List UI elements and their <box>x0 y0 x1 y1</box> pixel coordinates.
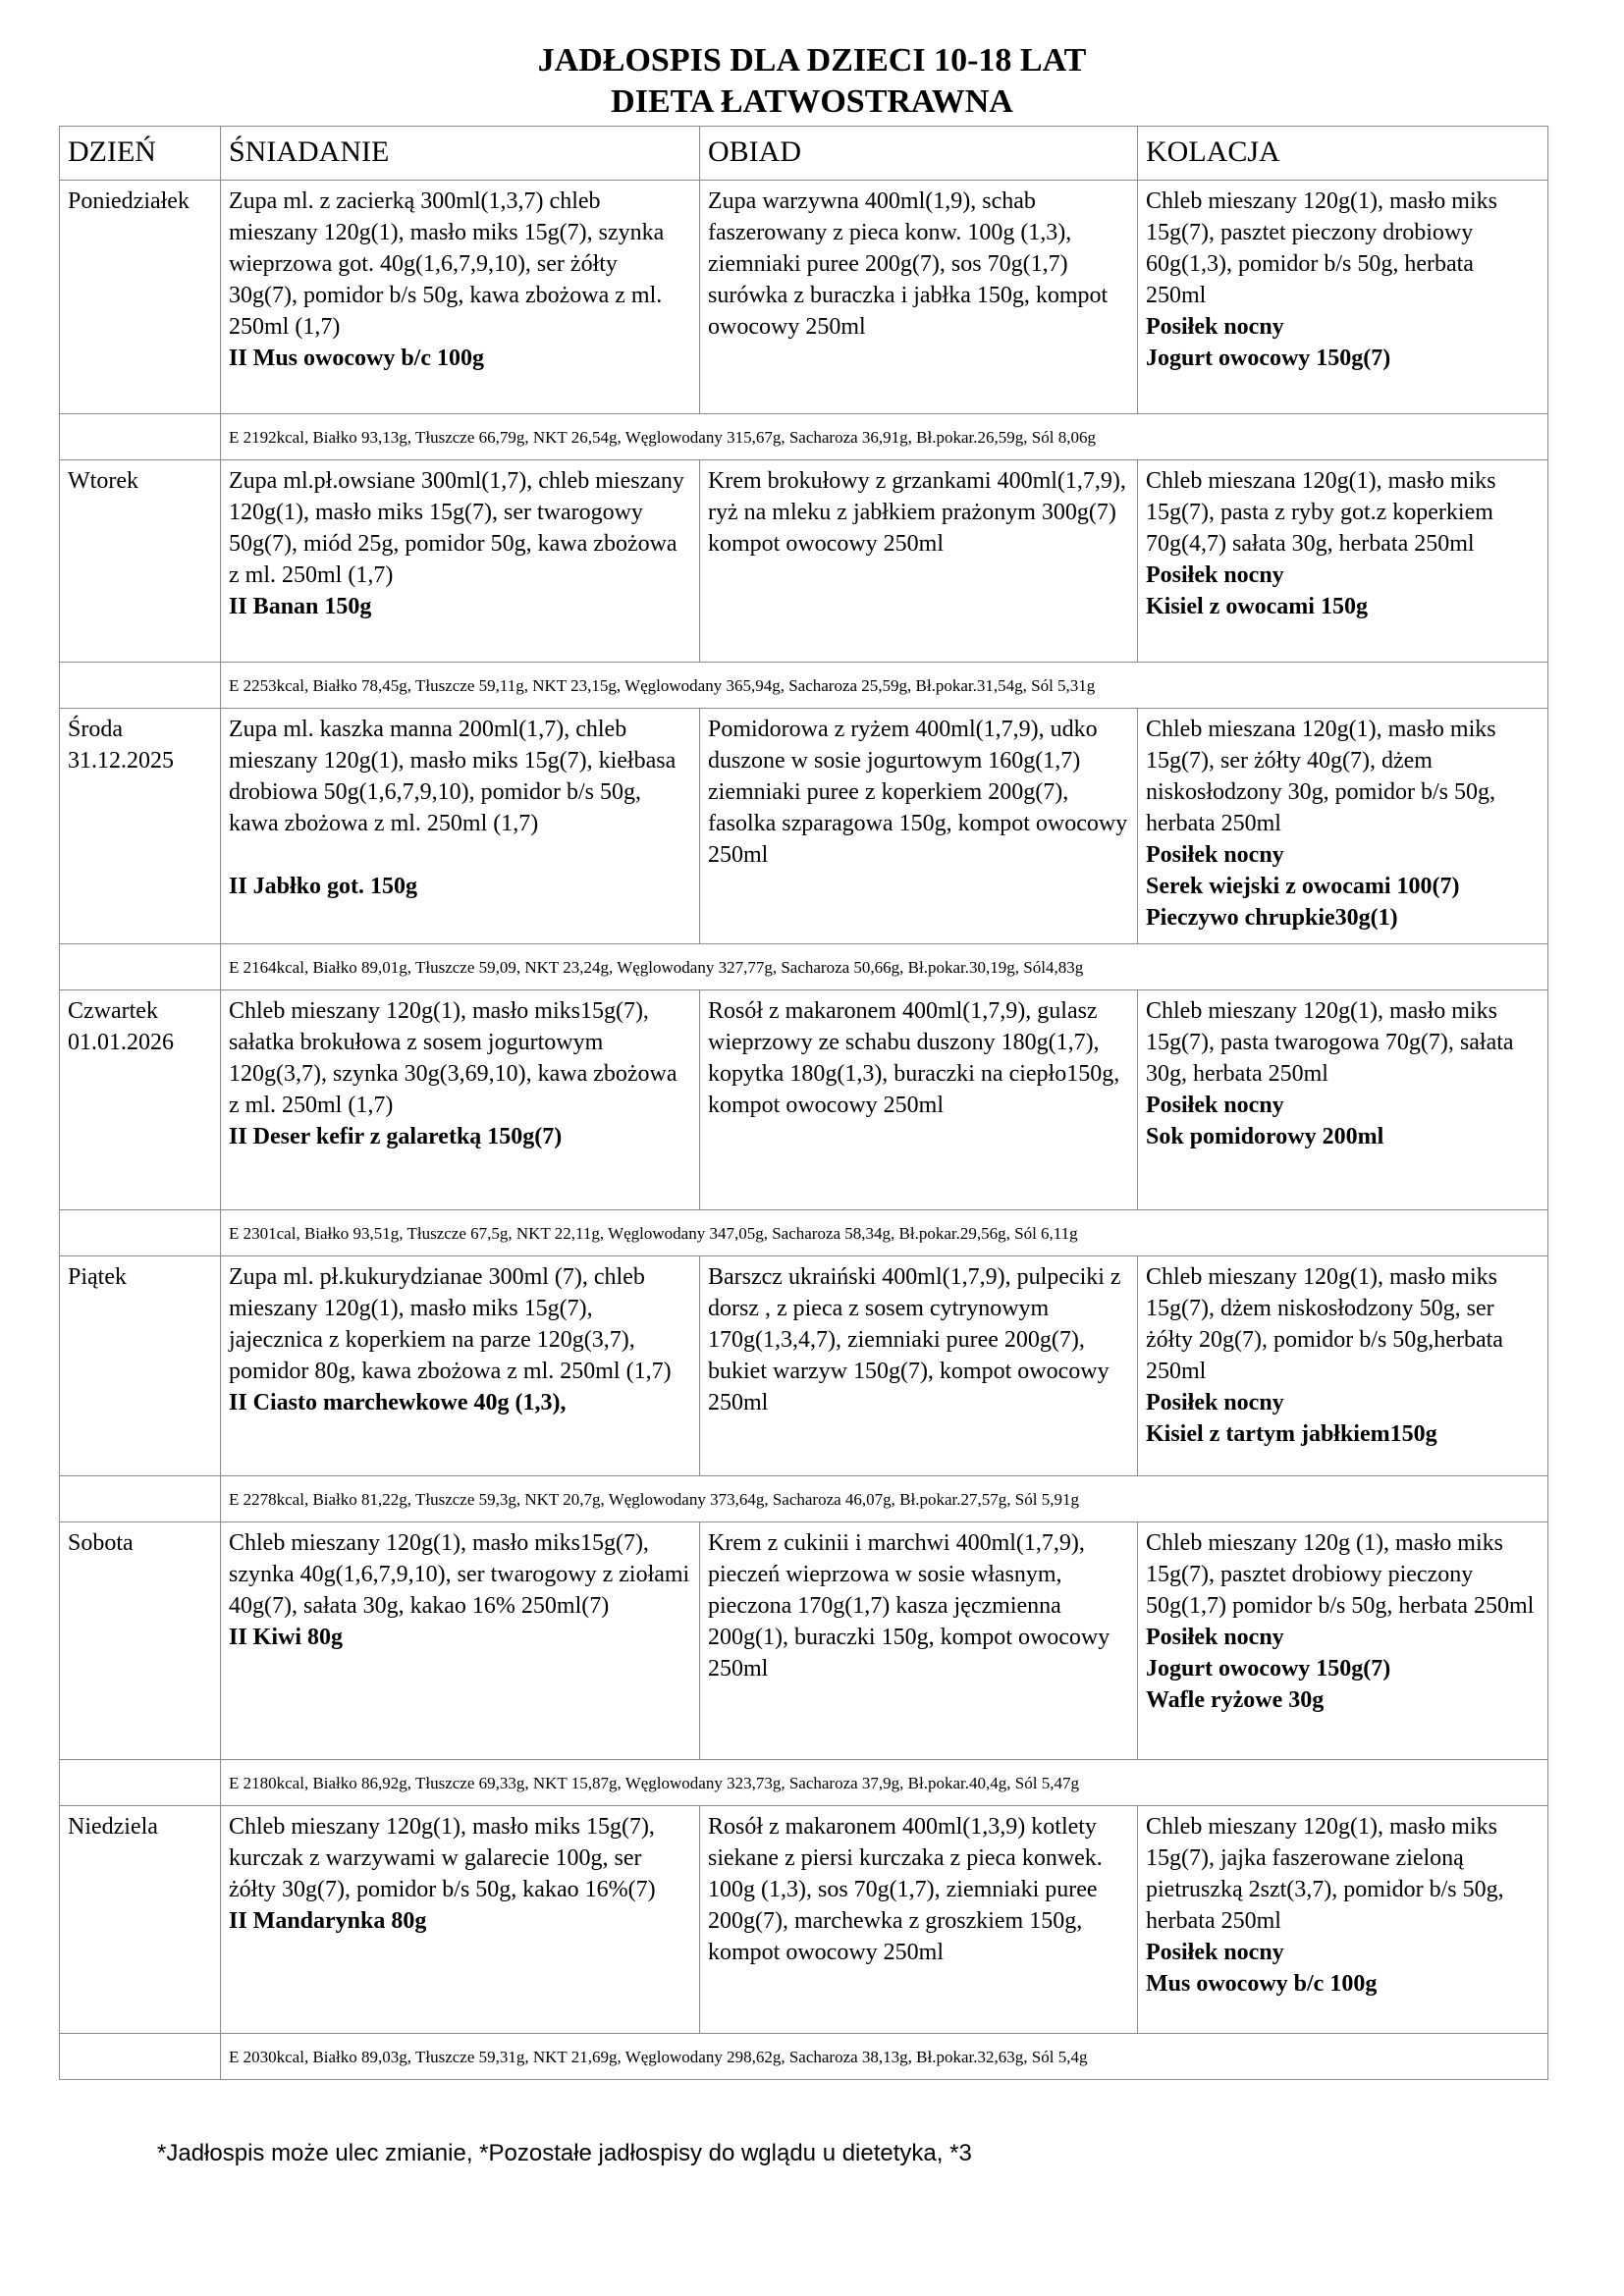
table-row <box>60 990 1548 1210</box>
breakfast-cell <box>221 1806 700 2034</box>
nutrition-summary: E 2180kcal, Białko 86,92g, Tłuszcze 69,33g, NKT 15,87g, Węglowodany 323,73g, Sacharoza 37,9g, Bł.pokar.40,4g, Sól 5,47g <box>221 1760 1548 1806</box>
nutrition-summary: E 2192kcal, Białko 93,13g, Tłuszcze 66,79g, NKT 26,54g, Węglowodany 315,67g, Sacharoza 36,91g, Bł.pokar.26,59g, Sól 8,06g <box>221 414 1548 460</box>
breakfast-cell <box>221 460 700 663</box>
breakfast-second-meal: II Banan 150g <box>229 594 372 619</box>
lunch-cell <box>700 181 1138 414</box>
dinner-text: Chleb mieszany 120g(1), masło miks 15g(7), jajka faszerowane zieloną pietruszką 2szt(3,7), pomidor b/s 50g, herbata 250ml <box>1146 1814 1504 1934</box>
dinner-text: Chleb mieszany 120g(1), masło miks 15g(7), dżem niskosłodzony 50g, ser żółty 20g(7), pomidor b/s 50g,herbata 250ml <box>1146 1264 1503 1384</box>
night-meal-label: Posiłek nocny <box>1146 1625 1284 1650</box>
header-lunch: OBIAD <box>700 127 1138 181</box>
lunch-text: Rosół z makaronem 400ml(1,3,9) kotlety siekane z piersi kurczaka z pieca konwek. 100g (1,3), sos 70g(1,7), ziemniaki puree 200g(7), marchewka z groszkiem 150g, kompot owocowy 250ml <box>708 1814 1103 1965</box>
dinner-cell <box>1138 1806 1548 2034</box>
dinner-cell <box>1138 990 1548 1210</box>
table-row <box>60 1256 1548 1476</box>
breakfast-second-meal: II Mus owocowy b/c 100g <box>229 346 485 371</box>
breakfast-second-meal: II Ciasto marchewkowe 40g (1,3), <box>229 1390 567 1415</box>
dinner-cell <box>1138 1256 1548 1476</box>
day-date: 31.12.2025 <box>68 748 174 774</box>
lunch-text: Krem z cukinii i marchwi 400ml(1,7,9), pieczeń wieprzowa w sosie własnym, pieczona 170g(1,7) kasza jęczmienna 200g(1), buraczki 150g, kompot owocowy 250ml <box>708 1530 1110 1682</box>
page-subtitle: DIETA ŁATWOSTRAWNA <box>611 83 1013 120</box>
night-meal-label: Posiłek nocny <box>1146 1390 1284 1415</box>
nutrition-summary: E 2030kcal, Białko 89,03g, Tłuszcze 59,31g, NKT 21,69g, Węglowodany 298,62g, Sacharoza 38,13g, Bł.pokar.32,63g, Sól 5,4g <box>221 2034 1548 2080</box>
breakfast-text: Chleb mieszany 120g(1), masło miks 15g(7), kurczak z warzywami w galarecie 100g, ser żółty 30g(7), pomidor b/s 50g, kakao 16%(7) <box>229 1814 656 1902</box>
night-meal-label: Posiłek nocny <box>1146 562 1284 588</box>
breakfast-text: Chleb mieszany 120g(1), masło miks15g(7), sałatka brokułowa z sosem jogurtowym 120g(3,7), szynka 30g(3,69,10), kawa zbożowa z ml. 250ml (1,7) <box>229 998 677 1118</box>
table-header-row <box>60 127 1548 181</box>
night-meal-item: Wafle ryżowe 30g <box>1146 1687 1325 1713</box>
lunch-text: Pomidorowa z ryżem 400ml(1,7,9), udko duszone w sosie jogurtowym 160g(1,7) ziemniaki puree z koperkiem 200g(7), fasolka szparagowa 150g, kompot owocowy 250ml <box>708 717 1128 868</box>
nutrition-summary: E 2164kcal, Białko 89,01g, Tłuszcze 59,09, NKT 23,24g, Węglowodany 327,77g, Sacharoza 50,66g, Bł.pokar.30,19g, Sól4,83g <box>221 944 1548 990</box>
nutrition-spacer <box>60 1210 221 1256</box>
nutrition-row <box>60 1210 1548 1256</box>
header-breakfast: ŚNIADANIE <box>221 127 700 181</box>
day-name: Czwartek <box>68 998 158 1024</box>
nutrition-row <box>60 1760 1548 1806</box>
nutrition-row <box>60 663 1548 709</box>
dinner-cell <box>1138 1522 1548 1760</box>
night-meal-label: Posiłek nocny <box>1146 314 1284 340</box>
day-cell <box>60 1256 221 1476</box>
nutrition-row <box>60 944 1548 990</box>
nutrition-summary: E 2253kcal, Białko 78,45g, Tłuszcze 59,11g, NKT 23,15g, Węglowodany 365,94g, Sacharoza 25,59g, Bł.pokar.31,54g, Sól 5,31g <box>221 663 1548 709</box>
table-row <box>60 181 1548 414</box>
header-day: DZIEŃ <box>60 127 221 181</box>
lunch-cell <box>700 990 1138 1210</box>
breakfast-cell <box>221 1256 700 1476</box>
table-row <box>60 1522 1548 1760</box>
night-meal-item: Pieczywo chrupkie30g(1) <box>1146 905 1398 931</box>
nutrition-summary: E 2278kcal, Białko 81,22g, Tłuszcze 59,3g, NKT 20,7g, Węglowodany 373,64g, Sacharoza 46,07g, Bł.pokar.27,57g, Sól 5,91g <box>221 1476 1548 1522</box>
nutrition-row <box>60 2034 1548 2080</box>
day-name: Sobota <box>68 1530 134 1556</box>
lunch-cell <box>700 1522 1138 1760</box>
breakfast-second-meal: II Deser kefir z galaretką 150g(7) <box>229 1124 563 1149</box>
nutrition-summary: E 2301cal, Białko 93,51g, Tłuszcze 67,5g, NKT 22,11g, Węglowodany 347,05g, Sacharoza 58,34g, Bł.pokar.29,56g, Sól 6,11g <box>221 1210 1548 1256</box>
breakfast-text: Zupa ml.pł.owsiane 300ml(1,7), chleb mieszany 120g(1), masło miks 15g(7), ser twarogowy 50g(7), miód 25g, pomidor 50g, kawa zbożowa z ml. 250ml (1,7) <box>229 468 684 588</box>
night-meal-item: Sok pomidorowy 200ml <box>1146 1124 1384 1149</box>
dinner-text: Chleb mieszana 120g(1), masło miks 15g(7), ser żółty 40g(7), dżem niskosłodzony 30g, pomidor b/s 50g, herbata 250ml <box>1146 717 1496 836</box>
dinner-text: Chleb mieszany 120g(1), masło miks 15g(7), pasta twarogowa 70g(7), sałata 30g, herbata 250ml <box>1146 998 1514 1087</box>
breakfast-cell <box>221 709 700 944</box>
footer-note: *Jadłospis może ulec zmianie, *Pozostałe jadłospisy do wglądu u dietetyka, *3 <box>157 2140 972 2166</box>
breakfast-text: Chleb mieszany 120g(1), masło miks15g(7), szynka 40g(1,6,7,9,10), ser twarogowy z ziołami 40g(7), sałata 30g, kakao 16% 250ml(7) <box>229 1530 690 1619</box>
lunch-cell <box>700 1806 1138 2034</box>
day-cell <box>60 181 221 414</box>
breakfast-text: Zupa ml. pł.kukurydzianae 300ml (7), chleb mieszany 120g(1), masło miks 15g(7), jajecznica z koperkiem na parze 120g(3,7), pomidor 80g, kawa zbożowa z ml. 250ml (1,7) <box>229 1264 672 1384</box>
breakfast-cell <box>221 1522 700 1760</box>
day-cell <box>60 990 221 1210</box>
nutrition-row <box>60 414 1548 460</box>
day-name: Niedziela <box>68 1814 158 1840</box>
breakfast-cell <box>221 181 700 414</box>
night-meal-label: Posiłek nocny <box>1146 1093 1284 1118</box>
dinner-cell <box>1138 460 1548 663</box>
lunch-text: Barszcz ukraiński 400ml(1,7,9), pulpeciki z dorsz , z pieca z sosem cytrynowym 170g(1,3,4,7), ziemniaki puree 200g(7), bukiet warzyw 150g(7), kompot owocowy 250ml <box>708 1264 1121 1415</box>
nutrition-spacer <box>60 663 221 709</box>
day-name: Wtorek <box>68 468 138 494</box>
nutrition-spacer <box>60 2034 221 2080</box>
night-meal-item: Serek wiejski z owocami 100(7) <box>1146 874 1460 899</box>
dinner-text: Chleb mieszany 120g(1), masło miks 15g(7), pasztet pieczony drobiowy 60g(1,3), pomidor b/s 50g, herbata 250ml <box>1146 188 1497 308</box>
lunch-cell <box>700 709 1138 944</box>
table-row <box>60 460 1548 663</box>
breakfast-second-meal: II Mandarynka 80g <box>229 1908 427 1934</box>
lunch-cell <box>700 1256 1138 1476</box>
breakfast-text: Zupa ml. z zacierką 300ml(1,3,7) chleb mieszany 120g(1), masło miks 15g(7), szynka wieprzowa got. 40g(1,6,7,9,10), ser żółty 30g(7), pomidor b/s 50g, kawa zbożowa z ml. 250ml (1,7) <box>229 188 665 340</box>
breakfast-text: Zupa ml. kaszka manna 200ml(1,7), chleb mieszany 120g(1), masło miks 15g(7), kiełbasa drobiowa 50g(1,6,7,9,10), pomidor b/s 50g, kawa zbożowa z ml. 250ml (1,7) <box>229 717 677 836</box>
day-cell <box>60 709 221 944</box>
breakfast-second-meal: II Jabłko got. 150g <box>229 874 418 899</box>
dinner-cell <box>1138 709 1548 944</box>
table-row <box>60 709 1548 944</box>
night-meal-item: Kisiel z owocami 150g <box>1146 594 1368 619</box>
nutrition-row <box>60 1476 1548 1522</box>
lunch-text: Zupa warzywna 400ml(1,9), schab faszerowany z pieca konw. 100g (1,3), ziemniaki puree 200g(7), sos 70g(1,7) surówka z buraczka i jabłka 150g, kompot owocowy 250ml <box>708 188 1109 340</box>
dinner-text: Chleb mieszana 120g(1), masło miks 15g(7), pasta z ryby got.z koperkiem 70g(4,7) sałata 30g, herbata 250ml <box>1146 468 1496 557</box>
nutrition-spacer <box>60 1760 221 1806</box>
lunch-text: Rosół z makaronem 400ml(1,7,9), gulasz wieprzowy ze schabu duszony 180g(1,7), kopytka 180g(1,3), buraczki na ciepło150g, kompot owocowy 250ml <box>708 998 1120 1118</box>
day-name: Środa <box>68 717 123 742</box>
lunch-cell <box>700 460 1138 663</box>
night-meal-item: Mus owocowy b/c 100g <box>1146 1971 1378 1997</box>
night-meal-item: Jogurt owocowy 150g(7) <box>1146 346 1391 371</box>
breakfast-second-meal: II Kiwi 80g <box>229 1625 344 1650</box>
night-meal-label: Posiłek nocny <box>1146 1940 1284 1965</box>
day-name: Poniedziałek <box>68 188 189 214</box>
night-meal-label: Posiłek nocny <box>1146 842 1284 868</box>
page-title: JADŁOSPIS DLA DZIECI 10-18 LAT <box>537 42 1087 79</box>
table-row <box>60 1806 1548 2034</box>
day-cell <box>60 1522 221 1760</box>
day-cell <box>60 460 221 663</box>
header-dinner: KOLACJA <box>1138 127 1548 181</box>
day-date: 01.01.2026 <box>68 1030 174 1055</box>
dinner-cell <box>1138 181 1548 414</box>
nutrition-spacer <box>60 414 221 460</box>
day-name: Piątek <box>68 1264 127 1290</box>
menu-table <box>59 126 1548 2080</box>
dinner-text: Chleb mieszany 120g (1), masło miks 15g(7), pasztet drobiowy pieczony 50g(1,7) pomidor b/s 50g, herbata 250ml <box>1146 1530 1535 1619</box>
nutrition-spacer <box>60 944 221 990</box>
night-meal-item: Jogurt owocowy 150g(7) <box>1146 1656 1391 1682</box>
night-meal-item: Kisiel z tartym jabłkiem150g <box>1146 1421 1437 1447</box>
breakfast-cell <box>221 990 700 1210</box>
nutrition-spacer <box>60 1476 221 1522</box>
day-cell <box>60 1806 221 2034</box>
lunch-text: Krem brokułowy z grzankami 400ml(1,7,9), ryż na mleku z jabłkiem prażonym 300g(7) kompot owocowy 250ml <box>708 468 1126 557</box>
